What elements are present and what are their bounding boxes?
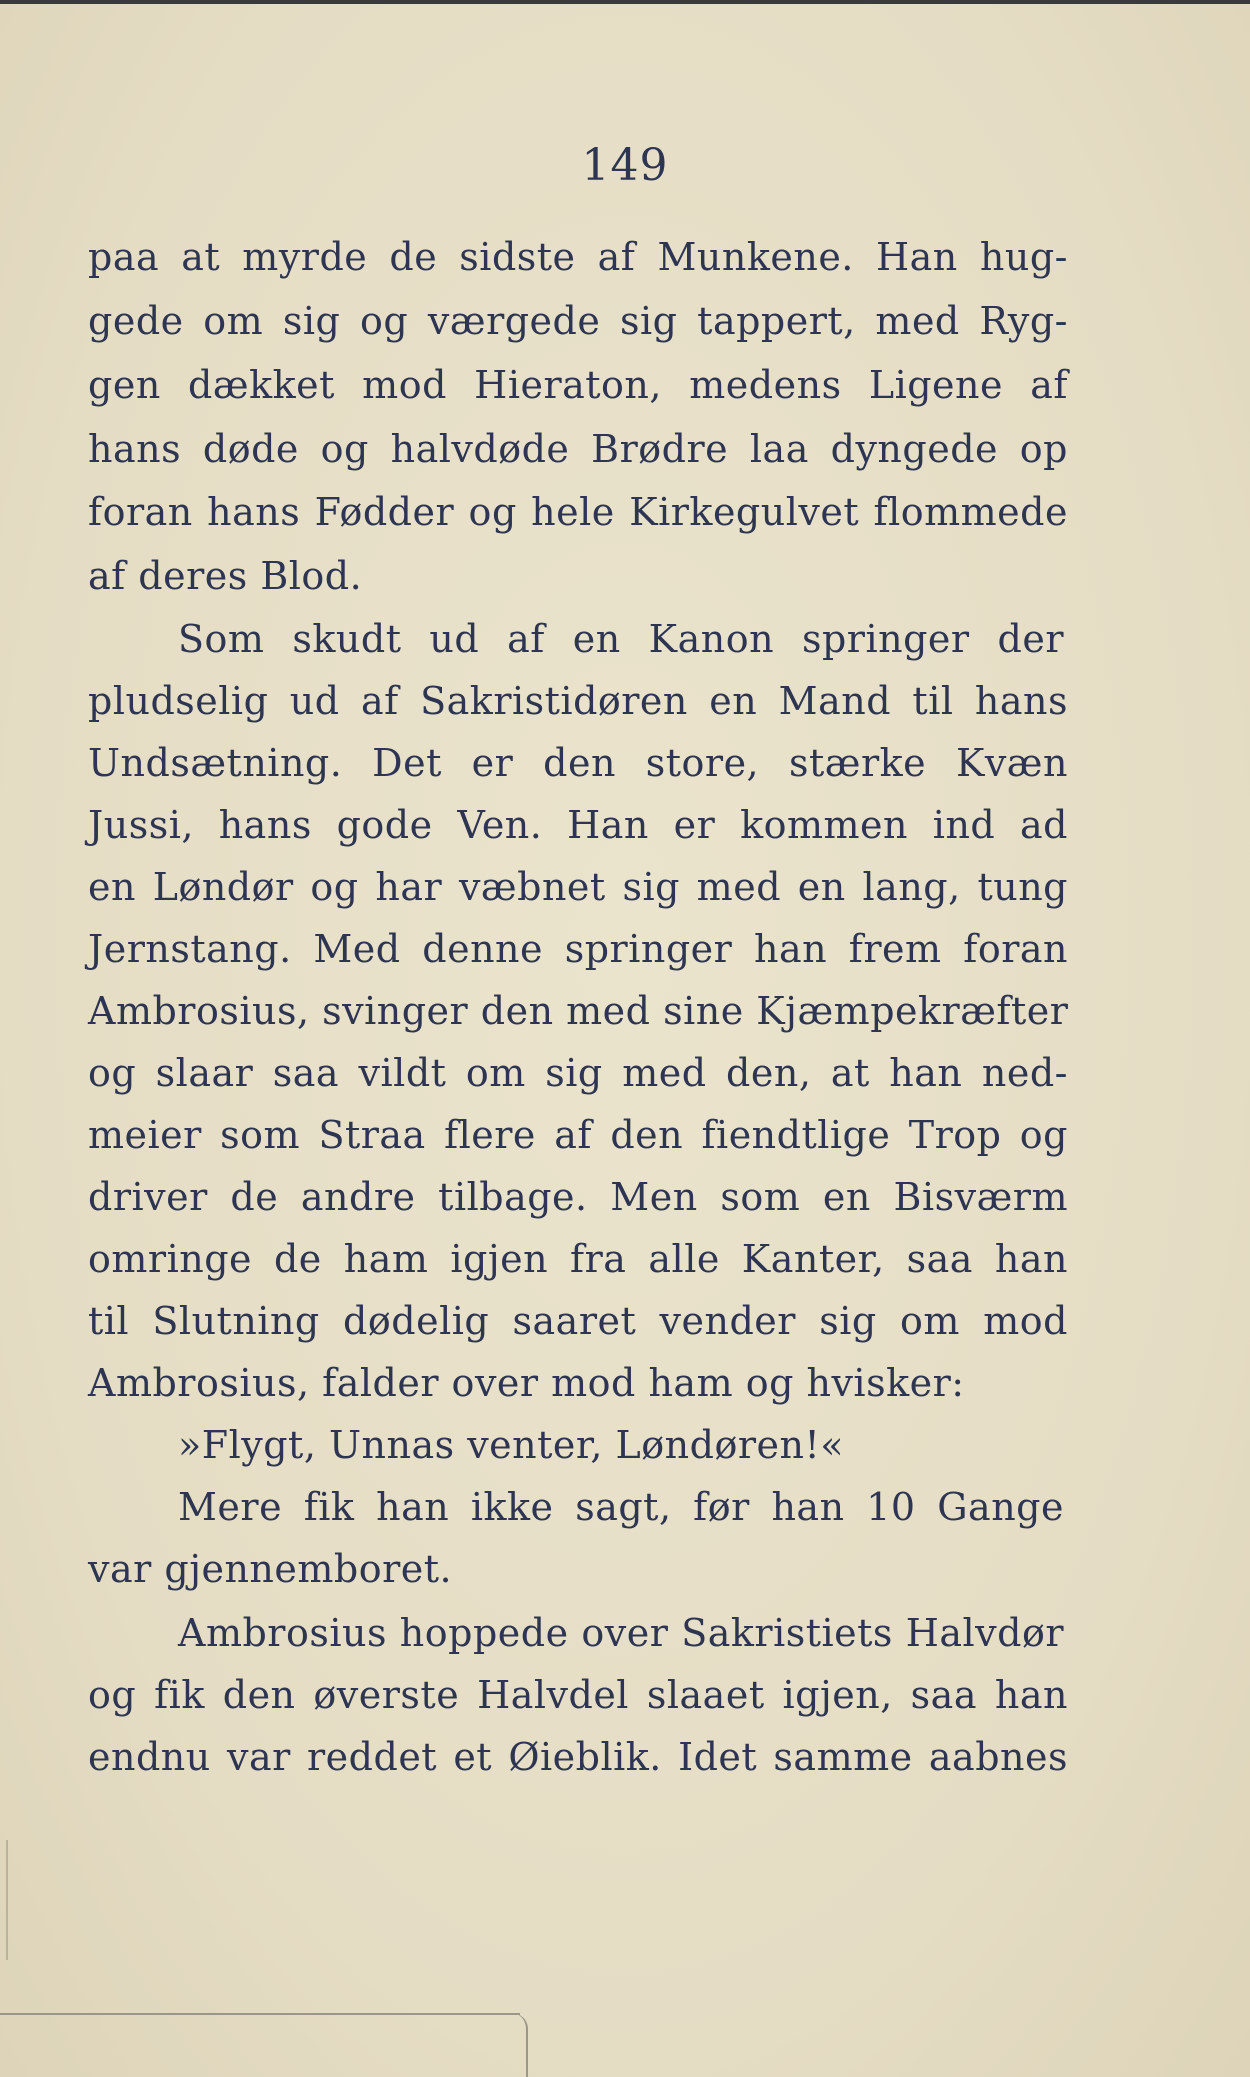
text-line-23: Ambrosius hoppede over Sakristiets Halvdør xyxy=(178,1611,1064,1655)
text-line-6: af deres Blod. xyxy=(88,554,363,598)
text-line-19: Ambrosius, falder over mod ham og hvisker: xyxy=(88,1361,965,1405)
text-line-7: Som skudt ud af en Kanon springer der xyxy=(178,617,1064,661)
page-number: 149 xyxy=(581,140,669,191)
bottom-rule xyxy=(0,2013,520,2015)
text-line-13: Ambrosius, svinger den med sine Kjæmpekræfter xyxy=(88,989,1069,1033)
text-line-20: »Flygt, Unnas venter, Løndøren!« xyxy=(178,1423,844,1467)
text-line-17: omringe de ham igjen fra alle Kanter, saa han xyxy=(88,1237,1068,1281)
text-line-25: endnu var reddet et Øieblik. Idet samme aabnes xyxy=(88,1735,1068,1779)
bottom-fold-mark xyxy=(512,2013,528,2077)
text-line-8: pludselig ud af Sakristidøren en Mand til hans xyxy=(88,679,1068,723)
text-line-11: en Løndør og har væbnet sig med en lang, tung xyxy=(88,865,1068,909)
text-line-3: gen dækket mod Hieraton, medens Ligene af xyxy=(88,363,1068,407)
text-line-4: hans døde og halvdøde Brødre laa dyngede op xyxy=(88,427,1068,471)
text-line-9: Undsætning. Det er den store, stærke Kvæn xyxy=(88,741,1068,785)
text-line-14: og slaar saa vildt om sig med den, at han ned- xyxy=(88,1051,1068,1095)
text-line-10: Jussi, hans gode Ven. Han er kommen ind ad xyxy=(88,803,1068,847)
text-line-22: var gjennemboret. xyxy=(88,1547,453,1591)
text-line-16: driver de andre tilbage. Men som en Bisværm xyxy=(88,1175,1068,1219)
text-line-12: Jernstang. Med denne springer han frem foran xyxy=(88,927,1068,971)
text-line-2: gede om sig og værgede sig tappert, med Ryg- xyxy=(88,299,1068,343)
page-margin-mark xyxy=(6,1840,8,1960)
text-line-24: og fik den øverste Halvdel slaaet igjen, saa han xyxy=(88,1673,1068,1717)
text-line-21: Mere fik han ikke sagt, før han 10 Gange xyxy=(178,1485,1064,1529)
text-line-1: paa at myrde de sidste af Munkene. Han hug- xyxy=(88,235,1068,279)
page-top-edge xyxy=(0,0,1250,4)
text-line-15: meier som Straa flere af den fiendtlige Trop og xyxy=(88,1113,1068,1157)
text-line-18: til Slutning dødelig saaret vender sig om mod xyxy=(88,1299,1068,1343)
text-line-5: foran hans Fødder og hele Kirkegulvet flommede xyxy=(88,490,1068,534)
